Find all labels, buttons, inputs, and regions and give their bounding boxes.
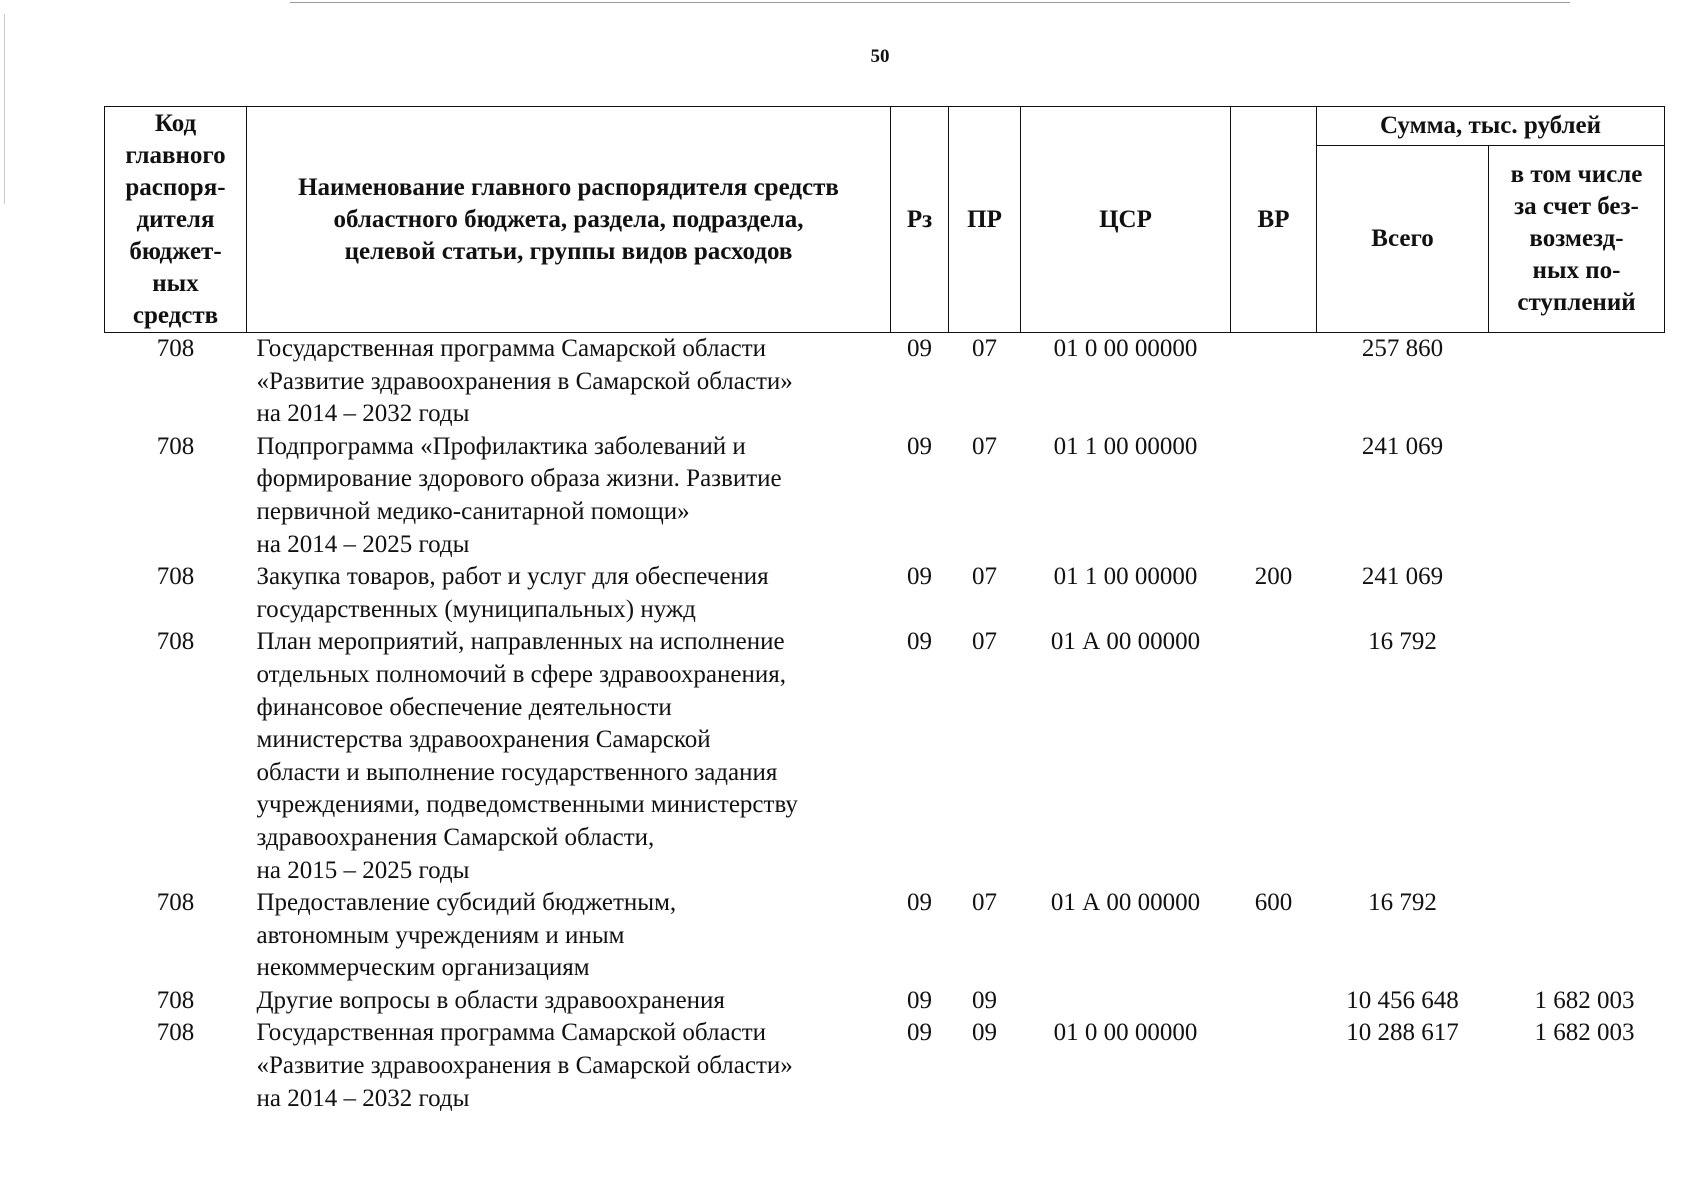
cell-pr: 09 (972, 986, 997, 1014)
cell-name-line: Предоставление субсидий бюджетным, (256, 889, 677, 917)
cell-name (247, 431, 891, 561)
table-row (105, 561, 1665, 626)
cell-name-line: на 2014 – 2025 годы (256, 530, 470, 558)
cell-name-line: на 2014 – 2032 годы (256, 1084, 470, 1112)
cell-name-line: министерства здравоохранения Самарской (256, 726, 711, 754)
cell-csr: 01 1 00 00000 (1053, 432, 1198, 460)
header-name-line: целевой статьи, группы видов расходов (344, 237, 793, 265)
cell-free: 1 682 003 (1534, 986, 1635, 1014)
header-csr: ЦСР (1021, 107, 1231, 333)
cell-name-line: План мероприятий, направленных на исполнение (256, 628, 785, 656)
cell-vr (1231, 333, 1317, 431)
header-free-line: ступлений (1517, 289, 1636, 316)
header-code-line: распоря- (125, 173, 226, 201)
cell-name (247, 333, 891, 431)
cell-vr (1231, 985, 1317, 1018)
cell-rz: 09 (907, 628, 932, 656)
header-pr: ПР (949, 107, 1021, 333)
cell-vr: 600 (1254, 889, 1293, 917)
cell-free: 1 682 003 (1534, 1019, 1635, 1047)
cell-name (247, 626, 891, 887)
table-row (105, 1017, 1665, 1115)
header-name-line: Наименование главного распорядителя средств (298, 173, 839, 201)
cell-name-line: на 2014 – 2032 годы (256, 400, 470, 428)
cell-free (1489, 626, 1665, 887)
cell-free (1489, 333, 1665, 431)
header-free-line: в том числе (1510, 161, 1643, 188)
cell-name-line: финансовое обеспечение деятельности (256, 693, 672, 721)
cell-total: 241 069 (1361, 432, 1444, 460)
cell-free (1489, 887, 1665, 985)
cell-name (247, 887, 891, 985)
cell-pr: 07 (972, 889, 997, 917)
table-header (105, 107, 1665, 333)
cell-rz: 09 (907, 335, 932, 362)
header-code-line: главного (125, 141, 226, 169)
header-rz: Рз (891, 107, 949, 333)
cell-rz: 09 (907, 889, 932, 917)
cell-vr (1231, 431, 1317, 561)
cell-csr: 01 1 00 00000 (1053, 563, 1198, 591)
header-code-line: бюджет- (129, 237, 222, 265)
cell-rz: 09 (907, 986, 932, 1014)
cell-name-line: отдельных полномочий в сфере здравоохранения, (256, 660, 786, 688)
cell-csr: 01 0 00 00000 (1053, 1019, 1198, 1047)
cell-name-line: некоммерческим организациям (256, 954, 590, 982)
cell-name-line: автономным учреждениям и иным (256, 921, 625, 949)
cell-name-line: Другие вопросы в области здравоохранения (256, 986, 725, 1014)
scan-artifact-line (290, 2, 1570, 3)
cell-code: 708 (156, 335, 195, 362)
cell-vr: 200 (1254, 563, 1293, 591)
cell-name-line: здравоохранения Самарской области, (256, 823, 655, 851)
cell-rz: 09 (907, 1019, 932, 1047)
cell-name-line: области и выполнение государственного задания (256, 758, 778, 786)
header-sum: Сумма, тыс. рублей (1317, 107, 1665, 146)
cell-name-line: Государственная программа Самарской области (256, 1019, 766, 1047)
header-code-line: ных (152, 269, 199, 297)
cell-total: 241 069 (1361, 563, 1444, 591)
cell-total: 10 288 617 (1346, 1019, 1459, 1047)
header-free (1489, 146, 1665, 333)
cell-total: 10 456 648 (1346, 986, 1459, 1014)
header-name (247, 107, 891, 333)
scan-artifact-edge (4, 14, 5, 204)
cell-name-line: первичной медико-санитарной помощи» (256, 497, 690, 525)
page-number: 50 (870, 46, 890, 67)
cell-code: 708 (156, 628, 195, 656)
cell-name (247, 561, 891, 626)
table-row (105, 887, 1665, 985)
cell-code: 708 (156, 986, 195, 1014)
cell-rz: 09 (907, 432, 932, 460)
header-code-line: средств (132, 301, 219, 329)
cell-name-line: на 2015 – 2025 годы (256, 856, 470, 884)
table-row (105, 333, 1665, 431)
cell-rz: 09 (907, 563, 932, 591)
cell-pr: 07 (972, 335, 997, 362)
cell-free (1489, 431, 1665, 561)
cell-name-line: Государственная программа Самарской области (256, 335, 766, 362)
cell-vr (1231, 626, 1317, 887)
table-row (105, 431, 1665, 561)
table-row (105, 985, 1665, 1018)
header-total: Всего (1317, 146, 1489, 333)
header-free-line: ных по- (1532, 257, 1621, 284)
cell-name-line: Закупка товаров, работ и услуг для обеспечения (256, 563, 769, 591)
header-vr: ВР (1231, 107, 1317, 333)
header-name-line: областного бюджета, раздела, подраздела, (333, 205, 804, 233)
cell-name-line: учреждениями, подведомственными министерству (256, 791, 798, 819)
cell-csr: 01 А 00 00000 (1050, 889, 1201, 917)
header-free-line: возмезд- (1529, 225, 1624, 252)
cell-name (247, 1017, 891, 1115)
budget-table (104, 106, 1665, 1115)
cell-csr (1021, 985, 1231, 1018)
cell-csr: 01 0 00 00000 (1053, 335, 1198, 362)
header-code-line: Код (154, 109, 197, 137)
cell-name-line: «Развитие здравоохранения в Самарской области» (256, 1052, 793, 1080)
cell-code: 708 (156, 1019, 195, 1047)
cell-pr: 07 (972, 563, 997, 591)
table-row (105, 626, 1665, 887)
cell-name (247, 985, 891, 1018)
header-free-line: за счет без- (1514, 193, 1639, 220)
cell-pr: 07 (972, 432, 997, 460)
header-code-line: дителя (136, 205, 215, 233)
cell-code: 708 (156, 889, 195, 917)
cell-total: 16 792 (1368, 628, 1437, 656)
cell-name-line: Подпрограмма «Профилактика заболеваний и (256, 432, 746, 460)
header-code (105, 107, 247, 333)
cell-name-line: формирование здорового образа жизни. Развитие (256, 465, 782, 493)
cell-free (1489, 561, 1665, 626)
cell-code: 708 (156, 563, 195, 591)
cell-total: 257 860 (1361, 335, 1444, 362)
cell-name-line: государственных (муниципальных) нужд (256, 595, 696, 623)
cell-name-line: «Развитие здравоохранения в Самарской области» (256, 367, 793, 395)
cell-code: 708 (156, 432, 195, 460)
table-body (105, 333, 1665, 1116)
cell-csr: 01 А 00 00000 (1050, 628, 1201, 656)
cell-pr: 07 (972, 628, 997, 656)
cell-pr: 09 (972, 1019, 997, 1047)
cell-vr (1231, 1017, 1317, 1115)
cell-total: 16 792 (1368, 889, 1437, 917)
